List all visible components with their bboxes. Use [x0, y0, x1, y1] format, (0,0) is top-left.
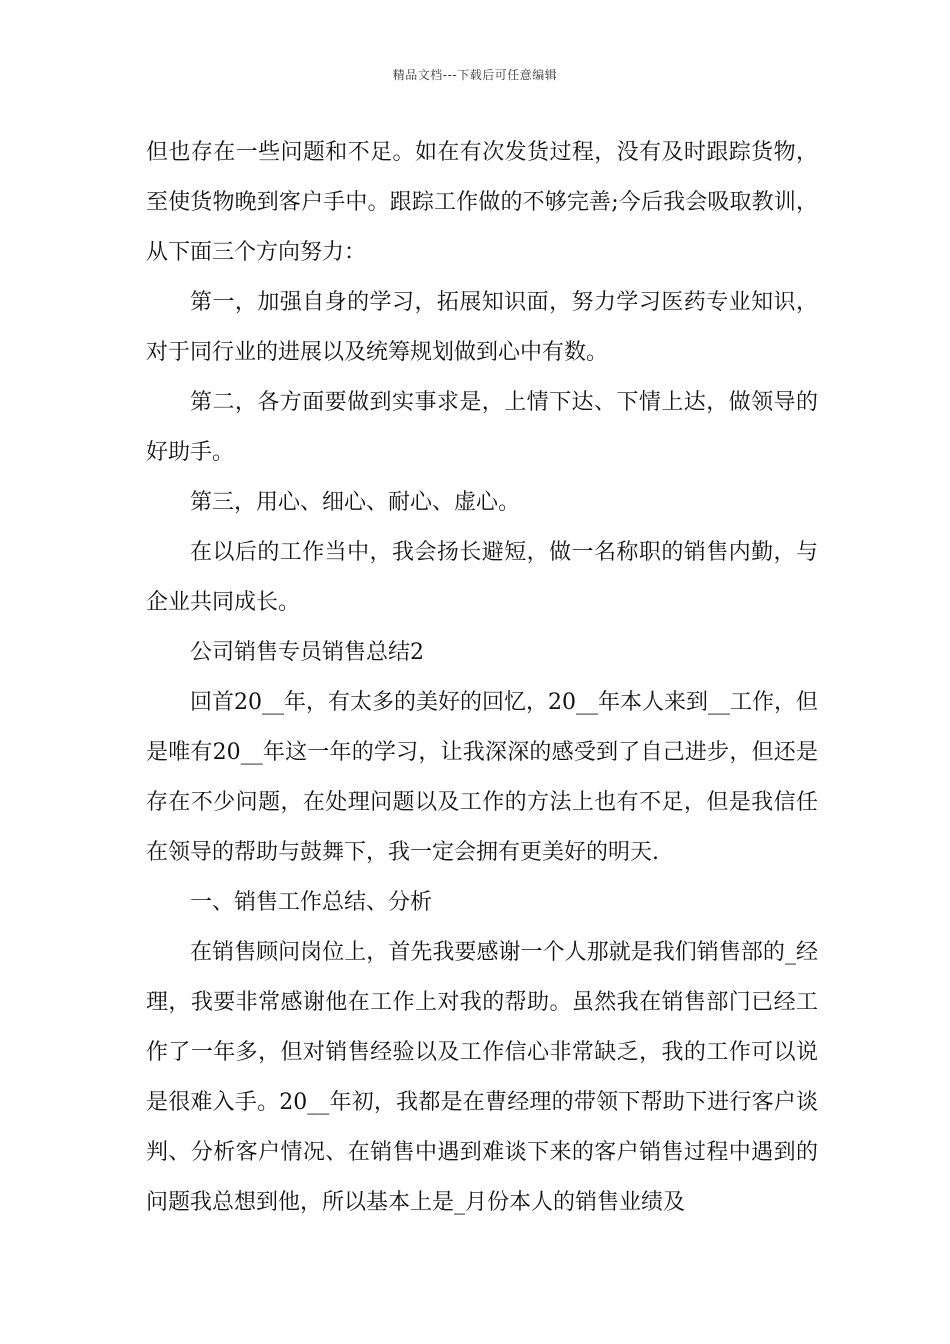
section-heading: 一、销售工作总结、分析 — [190, 890, 433, 915]
page-header: 精品文档---下载后可任意编辑 — [392, 68, 558, 82]
paragraph-sales-advisor: 在销售顾问岗位上，首先我要感谢一个人那就是我们销售部的_经理，我要非常感谢他在工作上对我的帮助。虽然我在销售部门已经工作了一年多，但对销售经验以及工作信心非常缺乏，我的工作可以说是很难入手。20__年初，我都是在曹经理的带领下帮助下进行客户谈判、分析客户情况、在销售中遇到难谈下来的客户销售过程中遇到的问题我总想到他，所以基本上是_月份本人的销售业绩及 — [146, 940, 818, 1215]
paragraph-first-point: 第一，加强自身的学习，拓展知识面，努力学习医药专业知识，对于同行业的进展以及统筹规划做到心中有数。 — [146, 290, 818, 365]
paragraph-third-point: 第三，用心、细心、耐心、虚心。 — [190, 490, 521, 515]
paragraph-future: 在以后的工作当中，我会扬长避短，做一名称职的销售内勤，与企业共同成长。 — [146, 540, 818, 615]
document-body — [146, 128, 818, 1228]
paragraph-review: 回首20__年，有太多的美好的回忆，20__年本人来到__工作，但是唯有20__年这一年的学习，让我深深的感受到了自己进步，但还是存在不少问题，在处理问题以及工作的方法上也有不足，但是我信任在领导的帮助与鼓舞下，我一定会拥有更美好的明天. — [146, 690, 818, 865]
paragraph-second-point: 第二，各方面要做到实事求是，上情下达、下情上达，做领导的好助手。 — [146, 390, 818, 465]
section-title: 公司销售专员销售总结2 — [190, 640, 424, 665]
paragraph-problems: 但也存在一些问题和不足。如在有次发货过程，没有及时跟踪货物，至使货物晚到客户手中。跟踪工作做的不够完善;今后我会吸取教训，从下面三个方向努力： — [146, 140, 818, 265]
